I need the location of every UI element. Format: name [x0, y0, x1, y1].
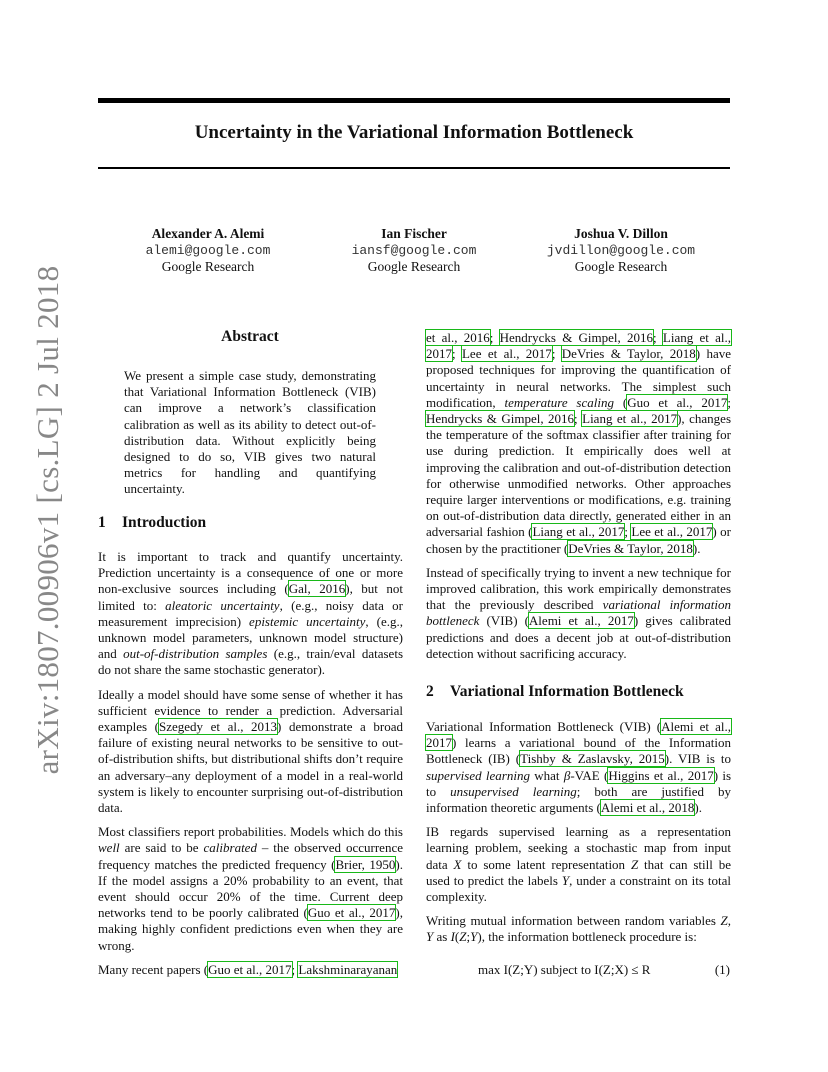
citation-link[interactable]: Alemi et al., 2018	[600, 800, 695, 816]
top-rule	[98, 98, 730, 103]
author-affiliation: Google Research	[161, 259, 255, 274]
left-column-body	[98, 549, 403, 986]
abstract-text: We present a simple case study, demonstrating that Variational Information Bottleneck (VIB) can improve a network’s classification calibration as well as its ability to detect out-of-distribution data. Without explicitly being designed to do so, VIB gives two natural metrics for handling and quantifying uncertainty.	[124, 368, 376, 497]
citation-link[interactable]: Alemi et al., 2017	[528, 613, 634, 629]
citation-link[interactable]: Brier, 1950	[335, 856, 396, 872]
author-affiliation: Google Research	[367, 259, 461, 274]
author-affiliation: Google Research	[574, 259, 668, 274]
paper-title: Uncertainty in the Variational Information Bottleneck	[194, 122, 634, 143]
author-1	[98, 226, 318, 276]
citation-link[interactable]: Guo et al., 2017	[208, 961, 292, 977]
author-2	[304, 226, 524, 276]
citation-link[interactable]: Guo et al., 2017	[627, 394, 728, 410]
section-number: 1	[98, 514, 106, 531]
right-column-body	[426, 330, 731, 670]
section-heading-introduction	[98, 514, 206, 532]
citation-link[interactable]: Lee et al., 2017	[631, 524, 713, 540]
citation-link[interactable]: Hendrycks & Gimpel, 2016	[499, 330, 654, 345]
arxiv-identifier: arXiv:1807.00906v1 [cs.LG] 2 Jul 2018	[30, 265, 65, 775]
citation-link[interactable]: Liang et al., 2017	[532, 524, 625, 540]
right-column-body-2	[426, 719, 731, 954]
author-email[interactable]: alemi@google.com	[145, 242, 271, 258]
citation-link[interactable]: Gal, 2016	[288, 581, 346, 597]
citation-link[interactable]: Liang et al., 2017	[426, 330, 731, 362]
citation-link[interactable]: Lee et al., 2017	[461, 346, 552, 362]
citation-link[interactable]: Lakshminarayanan	[298, 961, 398, 977]
paragraph: IB regards supervised learning as a representation learning problem, seeking a stochastic map from input data X to some latent representation Z that can still be used to predict the labels Y, under a constraint on its total complexity.	[426, 824, 731, 905]
section-heading-vib	[426, 683, 684, 701]
citation-link[interactable]: Liang et al., 2017	[582, 411, 678, 427]
section-number: 2	[426, 683, 434, 700]
paragraph: It is important to track and quantify uncertainty. Prediction uncertainty is a consequence of one or more non-exclusive sources including (Gal, 2016), but not limited to: aleatoric uncertainty, (e.g., noisy data or measurement imprecision) epistemic uncertainty, (e.g., unknown model parameters, unknown model structure) and out-of-distribution samples (e.g., train/eval datasets do not share the same stochastic generator).	[98, 549, 403, 678]
citation-link[interactable]: Higgins et al., 2017	[608, 767, 714, 783]
citation-link[interactable]: DeVries & Taylor, 2018	[568, 540, 693, 556]
citation-link[interactable]: Alemi et al., 2017	[426, 719, 731, 751]
title-rule	[98, 167, 730, 169]
section-title: Variational Information Bottleneck	[450, 683, 684, 700]
author-name: Alexander A. Alemi	[151, 226, 265, 241]
paragraph: Variational Information Bottleneck (VIB) (Alemi et al., 2017) learns a variational bound of the Information Bottleneck (IB) (Tishby & Zaslavsky, 2015). VIB is to supervised learning what β-VAE (Higgins et al., 2017) is to unsupervised learning; both are justified by information theoretic arguments (Alemi et al., 2018).	[426, 719, 732, 816]
equation-number: (1)	[714, 962, 730, 977]
author-3	[511, 226, 731, 276]
equation: max I(Z;Y) subject to I(Z;X) ≤ R	[478, 962, 651, 977]
citation-link[interactable]: Hendrycks & Gimpel, 2016	[426, 411, 575, 427]
paragraph: Ideally a model should have some sense of whether it has sufficient evidence to render a prediction. Adversarial examples (Szegedy et al., 2013) demonstrate a broad failure of existing neural networks to be sensitive to out-of-distribution shifts, but distributional shifts don’t require an adversary–any deployment of a model in a real-world system is likely to encounter surprising out-of-distribution data.	[98, 686, 404, 816]
author-name: Ian Fischer	[381, 226, 447, 241]
paragraph: Most classifiers report probabilities. Models which do this well are said to be calibrated – the observed occurrence frequency matches the predicted frequency (Brier, 1950). If the model assigns a 20% probability to an event, that event should occur 20% of the time. Current deep networks tend to be poorly calibrated (Guo et al., 2017), making highly confident predictions even when they are wrong.	[98, 824, 403, 953]
abstract-heading: Abstract	[221, 328, 279, 345]
paragraph: Many recent papers (Guo et al., 2017; Lakshminarayanan	[98, 961, 398, 977]
citation-link[interactable]: DeVries & Taylor, 2018	[561, 346, 696, 362]
author-email[interactable]: jvdillon@google.com	[546, 242, 696, 258]
citation-link[interactable]: et al., 2016	[426, 330, 490, 345]
section-title: Introduction	[122, 514, 207, 531]
citation-link[interactable]: Szegedy et al., 2013	[159, 719, 278, 735]
author-email[interactable]: iansf@google.com	[351, 242, 477, 258]
author-name: Joshua V. Dillon	[574, 226, 668, 241]
paragraph: et al., 2016; Hendrycks & Gimpel, 2016; Liang et al., 2017; Lee et al., 2017; DeVries & Taylor, 2018) have proposed techniques for improving the quantification of uncertainty in neural networks. The simplest such modification, temperature scaling (Guo et al., 2017; Hendrycks & Gimpel, 2016; Liang et al., 2017), changes the temperature of the softmax classifier after training for use during prediction. It empirically does well at improving the calibration and out-of-distribution detection for otherwise unmodified networks. Other approaches require larger interventions or modifications, e.g. training on out-of-distribution data directly, generated either in an adversarial fashion (Liang et al., 2017; Lee et al., 2017) or chosen by the practitioner (DeVries & Taylor, 2018).	[426, 330, 731, 556]
paragraph: Writing mutual information between random variables Z, Y as I(Z;Y), the information bottleneck procedure is:	[426, 913, 731, 945]
citation-link[interactable]: Guo et al., 2017	[307, 905, 396, 921]
paragraph: Instead of specifically trying to invent a new technique for improved calibration, this work empirically demonstrates that the previously described variational information bottleneck (VIB) (Alemi et al., 2017) gives calibrated predictions and does a decent job at out-of-distribution detection without sacrificing accuracy.	[426, 564, 731, 661]
citation-link[interactable]: Tishby & Zaslavsky, 2015	[520, 751, 665, 767]
